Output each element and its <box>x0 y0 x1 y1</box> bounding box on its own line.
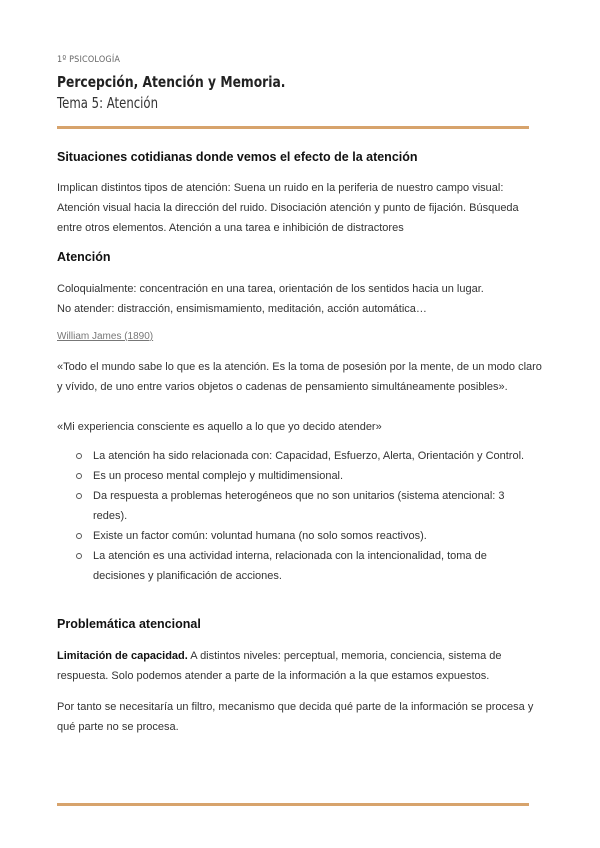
paragraph-coloquialmente: Coloquialmente: concentración en una tarea, orientación de los sentidos hacia un lugar. <box>57 283 484 295</box>
bullet-circle-icon <box>76 553 82 559</box>
list-item-text: Existe un factor común: voluntad humana (no solo somos reactivos). <box>93 530 427 542</box>
bullet-circle-icon <box>76 453 82 459</box>
bullet-circle-icon <box>76 473 82 479</box>
section-heading-atencion: Atención <box>57 250 111 264</box>
course-label: 1º PSICOLOGÍA <box>57 55 121 65</box>
list-item <box>73 446 525 466</box>
list-item <box>73 486 525 526</box>
list-item-text: La atención ha sido relacionada con: Capacidad, Esfuerzo, Alerta, Orientación y Control. <box>93 450 525 462</box>
paragraph-limitacion-rest: A distintos niveles: perceptual, memoria, conciencia, sistema de respuesta. Solo podemos atender a parte de la información a la que estamos expuestos. <box>57 650 502 682</box>
list-item <box>73 526 525 546</box>
section-heading-problematica: Problemática atencional <box>57 617 201 631</box>
paragraph-limitacion <box>57 646 543 686</box>
document-title: Percepción, Atención y Memoria. <box>57 73 286 91</box>
paragraph-no-atender: No atender: distracción, ensimismamiento, meditación, acción automática… <box>57 303 427 315</box>
quote-james-1: «Todo el mundo sabe lo que es la atención. Es la toma de posesión por la mente, de un modo claro y vívido, de uno entre varios objetos o cadenas de pensamiento simultáneamente posibles». <box>57 361 542 393</box>
reference-link[interactable]: William James (1890) <box>57 331 154 342</box>
list-item-text: Da respuesta a problemas heterogéneos que no son unitarios (sistema atencional: 3 redes). <box>93 490 505 522</box>
bullet-list <box>73 446 525 586</box>
header-divider <box>57 126 529 129</box>
quote-james-2: «Mi experiencia consciente es aquello a lo que yo decido atender» <box>57 421 382 433</box>
list-item <box>73 546 525 586</box>
paragraph-situaciones: Implican distintos tipos de atención: Suena un ruido en la periferia de nuestro campo visual: Atención visual hacia la dirección del ruido. Disociación atención y punto de fijación. Búsqueda entre otros elementos. Atención a una tarea e inhibición de distractores <box>57 182 519 234</box>
list-item <box>73 466 525 486</box>
footer-divider <box>57 803 529 806</box>
bullet-circle-icon <box>76 533 82 539</box>
paragraph-filtro: Por tanto se necesitaría un filtro, mecanismo que decida qué parte de la información se procesa y qué parte no se procesa. <box>57 701 534 733</box>
document-subtitle: Tema 5: Atención <box>57 94 159 112</box>
bullet-circle-icon <box>76 493 82 499</box>
list-item-text: La atención es una actividad interna, relacionada con la intencionalidad, toma de decisiones y planificación de acciones. <box>93 550 487 582</box>
section-heading-situaciones: Situaciones cotidianas donde vemos el efecto de la atención <box>57 150 418 164</box>
list-item-text: Es un proceso mental complejo y multidimensional. <box>93 470 344 482</box>
bold-lead: Limitación de capacidad. <box>57 650 188 662</box>
